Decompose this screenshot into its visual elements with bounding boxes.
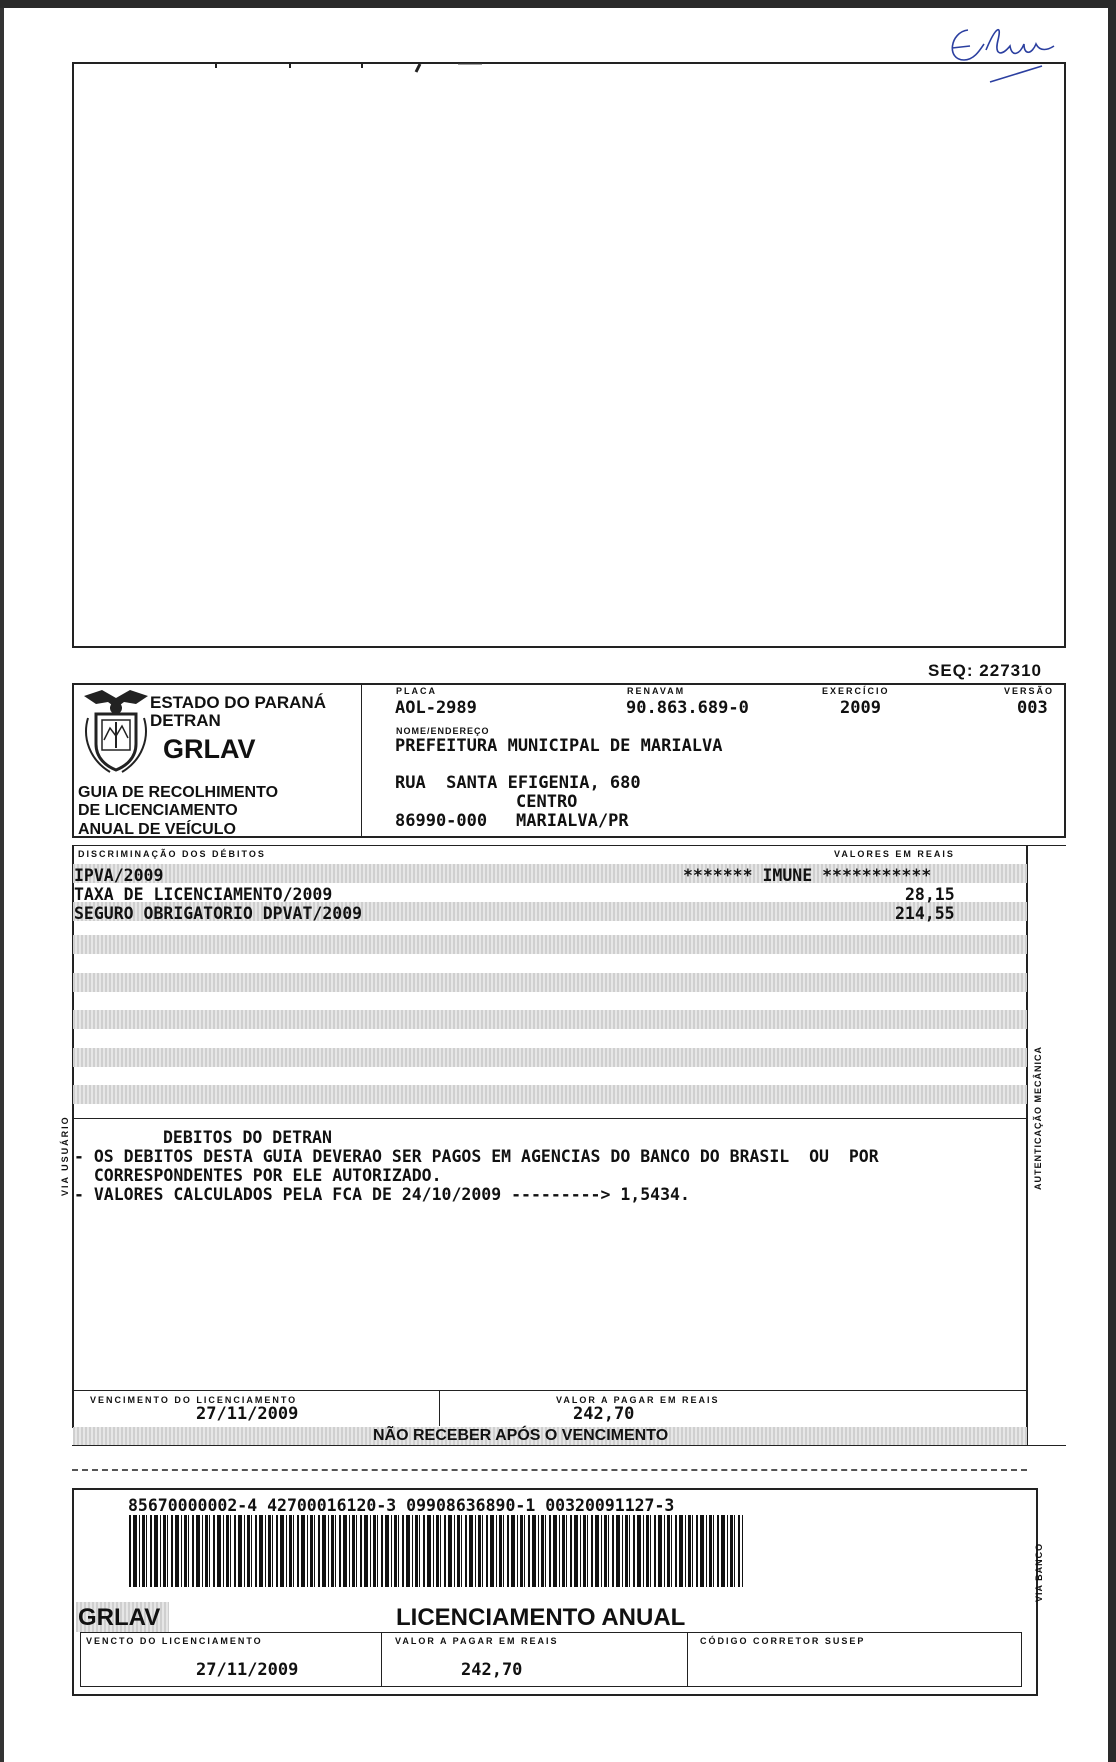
notes-line3: - VALORES CALCULADOS PELA FCA DE 24/10/2009 ---------> 1,5434. (74, 1185, 690, 1204)
address-window (72, 62, 1066, 648)
debit-row-dpvat-label: SEGURO OBRIGATORIO DPVAT/2009 (74, 904, 363, 923)
address-city: MARIALVA/PR (516, 811, 629, 831)
renavam-value: 90.863.689-0 (626, 698, 749, 718)
scan-edge-left (0, 0, 4, 1762)
stripe-row-4 (73, 973, 1027, 992)
state-name: ESTADO DO PARANÁ (150, 693, 326, 712)
grlav-logo-text: GRLAV (163, 734, 256, 764)
address-street: RUA SANTA EFIGENIA, 680 (395, 773, 641, 793)
valor-label: VALOR A PAGAR EM REAIS (556, 1395, 720, 1405)
debits-header-right: VALORES EM REAIS (834, 849, 955, 859)
bank-valor-label: VALOR A PAGAR EM REAIS (395, 1636, 559, 1646)
debit-row-taxa-value: 28,15 (905, 885, 955, 904)
guide-title-line3: ANUAL DE VEÍCULO (78, 821, 236, 838)
footer-top-rule (72, 1390, 1027, 1391)
via-usuario-label: VIA USUÁRIO (60, 1115, 70, 1196)
bank-title: LICENCIAMENTO ANUAL (396, 1604, 686, 1631)
cut-line (72, 1469, 1027, 1471)
auth-column-rule (1027, 846, 1028, 1446)
debit-row-taxa-label: TAXA DE LICENCIAMENTO/2009 (74, 885, 333, 904)
debits-header-left: DISCRIMINAÇÃO DOS DÉBITOS (78, 849, 266, 859)
valor-value: 242,70 (573, 1404, 635, 1424)
address-zip: 86990-000 (395, 811, 488, 831)
debits-top-rule (72, 845, 1066, 846)
vencimento-label: VENCIMENTO DO LICENCIAMENTO (90, 1395, 298, 1405)
vencimento-value: 27/11/2009 (196, 1404, 299, 1424)
notes-line1: - OS DEBITOS DESTA GUIA DEVERAO SER PAGOS EM AGENCIAS DO BANCO DO BRASIL OU POR (74, 1147, 879, 1166)
footer-divider (439, 1390, 440, 1426)
exercicio-label: EXERCÍCIO (822, 686, 890, 696)
stripe-row-5 (73, 1010, 1027, 1029)
guide-title-line2: DE LICENCIAMENTO (78, 802, 238, 819)
barcode-digits: 85670000002-4 42700016120-3 09908636890-1 00320091127-3 (128, 1496, 675, 1515)
debit-row-ipva-value: ******* IMUNE *********** (683, 866, 932, 885)
stripe-row-6 (73, 1048, 1027, 1067)
bank-grlav-label: GRLAV (78, 1604, 161, 1631)
footer-bottom-rule (72, 1445, 1066, 1446)
placa-value: AOL-2989 (395, 698, 477, 718)
versao-value: 003 (1017, 698, 1048, 718)
bank-vencto-label: VENCTO DO LICENCIAMENTO (86, 1636, 263, 1646)
agency-name: DETRAN (150, 711, 221, 730)
address-district: CENTRO (516, 792, 578, 812)
renavam-label: RENAVAM (627, 686, 686, 696)
autenticacao-label: AUTENTICAÇÃO MECÂNICA (1033, 1046, 1043, 1190)
bank-field-divider-2 (687, 1632, 688, 1687)
stripe-row-3 (73, 935, 1027, 954)
placa-label: PLACA (396, 686, 437, 696)
stripe-row-7 (73, 1085, 1027, 1104)
bank-valor-value: 242,70 (461, 1660, 523, 1680)
scan-marks (140, 58, 500, 132)
notes-top-rule (72, 1118, 1027, 1119)
bank-codigo-label: CÓDIGO CORRETOR SUSEP (700, 1636, 866, 1646)
via-banco-label: VIA BANCO (1034, 1542, 1044, 1602)
owner-name: PREFEITURA MUNICIPAL DE MARIALVA (395, 736, 723, 756)
bank-field-divider-1 (381, 1632, 382, 1687)
nome-label: NOME/ENDEREÇO (396, 726, 490, 736)
scan-edge-right (1108, 0, 1116, 1762)
notes-title: DEBITOS DO DETRAN (163, 1128, 332, 1147)
bank-vencto-value: 27/11/2009 (196, 1660, 299, 1680)
warning-text: NÃO RECEBER APÓS O VENCIMENTO (373, 1427, 669, 1444)
barcode (129, 1515, 743, 1587)
header-divider (361, 683, 362, 838)
guide-title-line1: GUIA DE RECOLHIMENTO (78, 784, 279, 801)
notes-line2: CORRESPONDENTES POR ELE AUTORIZADO. (74, 1166, 442, 1185)
debit-row-ipva-label: IPVA/2009 (74, 866, 164, 885)
debit-row-dpvat-value: 214,55 (895, 904, 955, 923)
exercicio-value: 2009 (840, 698, 881, 718)
coat-of-arms-icon (80, 688, 152, 778)
sequence-number: SEQ: 227310 (928, 661, 1043, 680)
scan-edge-top (0, 0, 1116, 8)
versao-label: VERSÃO (1004, 686, 1055, 696)
